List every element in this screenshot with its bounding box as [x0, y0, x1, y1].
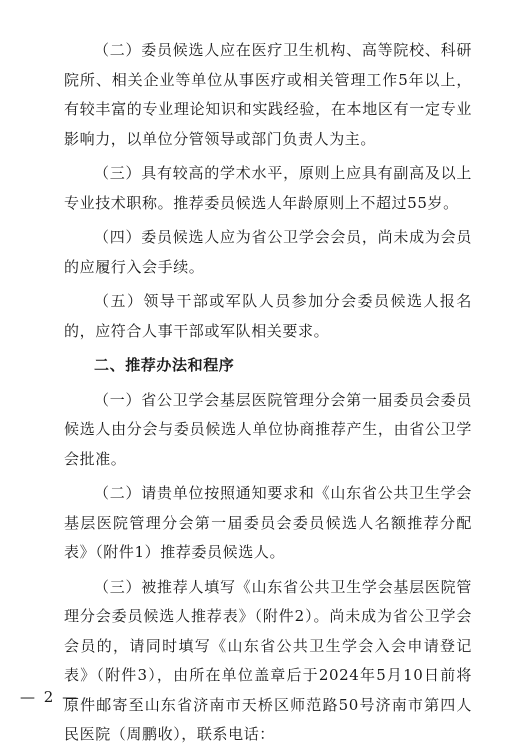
paragraph-membership: （四）委员候选人应为省公卫学会会员，尚未成为会员的应履行入会手续。 — [64, 228, 472, 276]
paragraph-candidate-work-experience: （二）委员候选人应在医疗卫生机构、高等院校、科研院所、相关企业等单位从事医疗或相关管理工作5年以上，有较丰富的专业理论知识和实践经验，在本地区有一定专业影响力，以单位分管领导或部门负责人为主。 — [64, 41, 472, 148]
paragraph-leadership-requirements: （五）领导干部或军队人员参加分会委员候选人报名的，应符合人事干部或军队相关要求。 — [64, 292, 472, 340]
page-number: — 2 — — [20, 688, 80, 706]
document-body — [64, 36, 472, 755]
section-heading-recommendation: 二、推荐办法和程序 — [94, 356, 235, 374]
paragraph-quota-allocation: （二）请贵单位按照通知要求和《山东省公共卫生学会基层医院管理分会第一届委员会委员候选人名额推荐分配表》（附件1）推荐委员候选人。 — [64, 484, 472, 561]
paragraph-recommendation-method: （一）省公卫学会基层医院管理分会第一届委员会委员候选人由分会与委员候选人单位协商推荐产生，由省公卫学会批准。 — [64, 390, 472, 468]
paragraph-academic-level: （三）具有较高的学术水平，原则上应具有副高及以上专业技术职称。推荐委员候选人年龄原则上不超过55岁。 — [64, 164, 472, 212]
paragraph-application-forms: （三）被推荐人填写《山东省公共卫生学会基层医院管理分会委员候选人推荐表》（附件2）。尚未成为省公卫学会会员的，请同时填写《山东省公共卫生学会入会申请登记表》（附件3），由所在单位盖章后于2024年5月10日前将原件邮寄至山东省济南市天桥区师范路50号济南市第四人民医院（周鹏收），联系电话： — [64, 577, 472, 743]
